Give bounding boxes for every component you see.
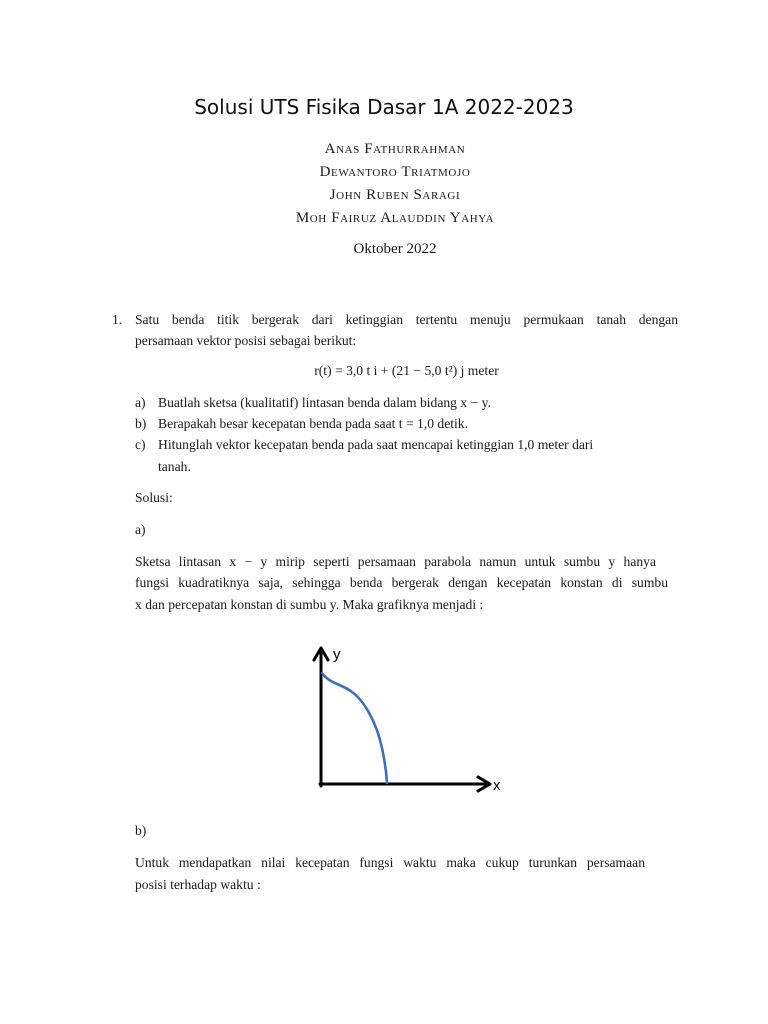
document-date: Oktober 2022: [353, 241, 437, 257]
question-text: Hitunglah vektor kecepatan benda pada saat mencapai ketinggian 1,0 meter dari: [158, 437, 594, 452]
question-label: a): [135, 395, 146, 410]
solution-text-line: Untuk mendapatkan nilai kecepatan fungsi waktu maka cukup turunkan persamaan: [135, 855, 645, 870]
author-name: Moh Fairuz Alauddin Yahya: [295, 210, 495, 226]
solution-text-line: Sketsa lintasan x − y mirip seperti persamaan parabola namun untuk sumbu y hanya: [135, 554, 656, 569]
part-label: a): [135, 522, 146, 537]
problem-number: 1.: [112, 312, 123, 327]
solution-text-line: x dan percepatan konstan di sumbu y. Maka grafiknya menjadi :: [135, 597, 484, 612]
question-label: c): [135, 437, 146, 452]
trajectory-curve: [322, 673, 387, 783]
author-name: Anas Fathurrahman: [324, 141, 466, 157]
position-equation: r(t) = 3,0 t i + (21 − 5,0 t²) j meter: [314, 363, 499, 378]
y-axis-label: y: [333, 646, 341, 663]
solution-text-line: posisi terhadap waktu :: [135, 877, 261, 892]
question-label: b): [135, 416, 147, 431]
solution-heading: Solusi:: [135, 490, 173, 505]
y-axis: [314, 648, 328, 786]
question-text: Buatlah sketsa (kualitatif) lintasan benda dalam bidang x − y.: [158, 395, 491, 410]
part-label: b): [135, 823, 147, 838]
solution-text-line: fungsi kuadratiknya saja, sehingga benda bergerak dengan kecepatan konstan di sumbu: [135, 575, 668, 590]
x-axis-label: x: [493, 777, 501, 794]
question-text: tanah.: [158, 459, 191, 474]
problem-statement-line: Satu benda titik bergerak dari ketinggian tertentu menuju permukaan tanah dengan: [135, 312, 678, 327]
author-name: Dewantoro Triatmojo: [319, 164, 471, 180]
trajectory-sketch: [300, 640, 510, 800]
document-title: Solusi UTS Fisika Dasar 1A 2022-2023: [194, 95, 574, 119]
question-text: Berapakah besar kecepatan benda pada saat t = 1,0 detik.: [158, 416, 468, 431]
problem-statement-line: persamaan vektor posisi sebagai berikut:: [135, 333, 357, 348]
author-name: John Ruben Saragi: [329, 187, 461, 203]
author-list: [0, 138, 768, 230]
x-axis: [320, 777, 490, 791]
